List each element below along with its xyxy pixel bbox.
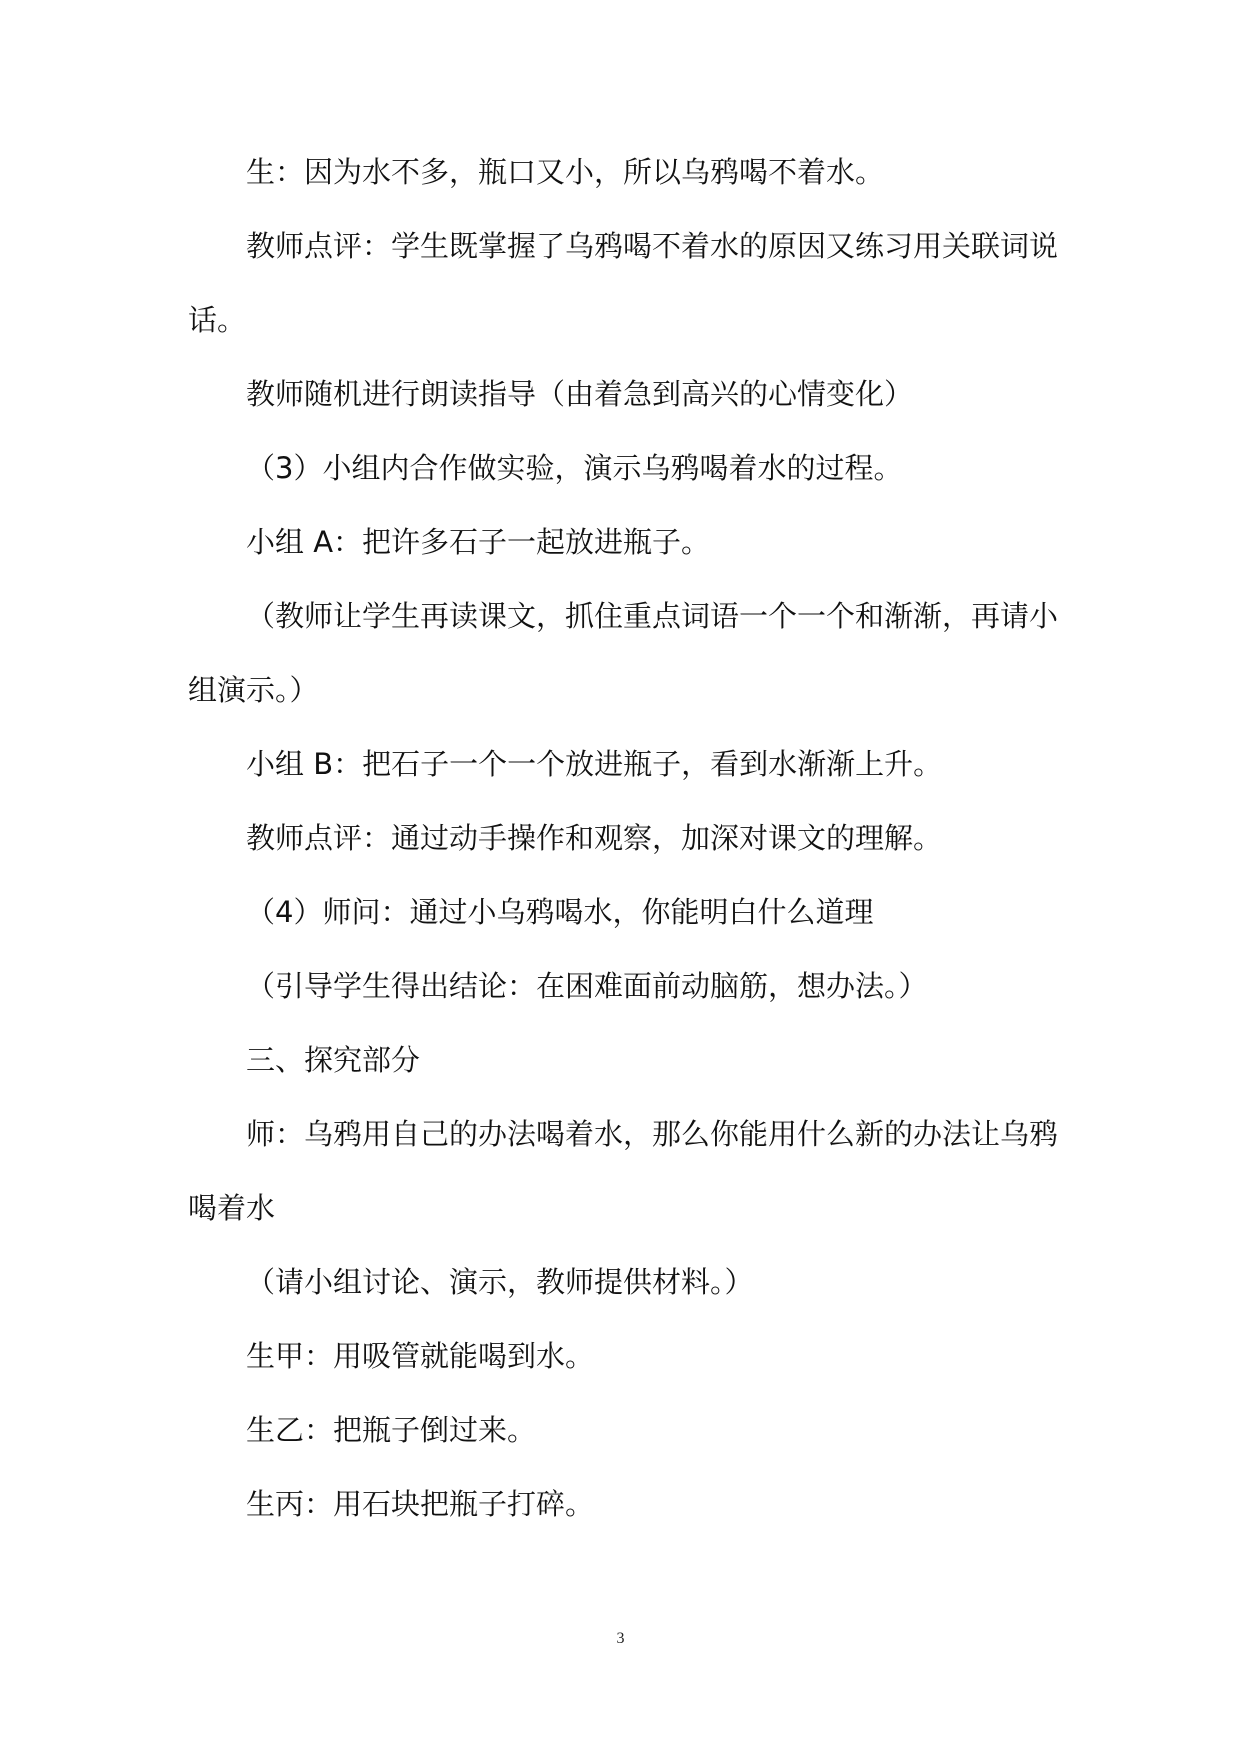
paragraph-9: （4）师问：通过小乌鸦喝水，你能明白什么道理 (246, 895, 874, 929)
paragraph-2-continued: 话。 (188, 303, 247, 337)
paragraph-10: （引导学生得出结论：在困难面前动脑筋，想办法。） (246, 969, 928, 1003)
paragraph-2: 教师点评：学生既掌握了乌鸦喝不着水的原因又练习用关联词说 (246, 229, 1059, 263)
paragraph-3: 教师随机进行朗读指导（由着急到高兴的心情变化） (246, 377, 914, 411)
paragraph-12: （请小组讨论、演示，教师提供材料。） (246, 1265, 754, 1299)
paragraph-11: 师：乌鸦用自己的办法喝着水，那么你能用什么新的办法让乌鸦 (246, 1117, 1059, 1151)
paragraph-7: 小组 B：把石子一个一个放进瓶子，看到水渐渐上升。 (246, 747, 943, 781)
paragraph-6: （教师让学生再读课文，抓住重点词语一个一个和渐渐，再请小 (246, 599, 1059, 633)
paragraph-8: 教师点评：通过动手操作和观察，加深对课文的理解。 (246, 821, 943, 855)
paragraph-15: 生丙：用石块把瓶子打碎。 (246, 1487, 595, 1521)
paragraph-14: 生乙：把瓶子倒过来。 (246, 1413, 537, 1447)
paragraph-6-continued: 组演示。） (188, 673, 319, 707)
paragraph-11-continued: 喝着水 (188, 1191, 276, 1225)
section-heading: 三、探究部分 (246, 1043, 421, 1077)
paragraph-1: 生：因为水不多，瓶口又小，所以乌鸦喝不着水。 (246, 155, 885, 189)
paragraph-5: 小组 A：把许多石子一起放进瓶子。 (246, 525, 711, 559)
page-number: 3 (616, 1630, 625, 1647)
paragraph-4: （3）小组内合作做实验，演示乌鸦喝着水的过程。 (246, 451, 903, 485)
paragraph-13: 生甲：用吸管就能喝到水。 (246, 1339, 595, 1373)
